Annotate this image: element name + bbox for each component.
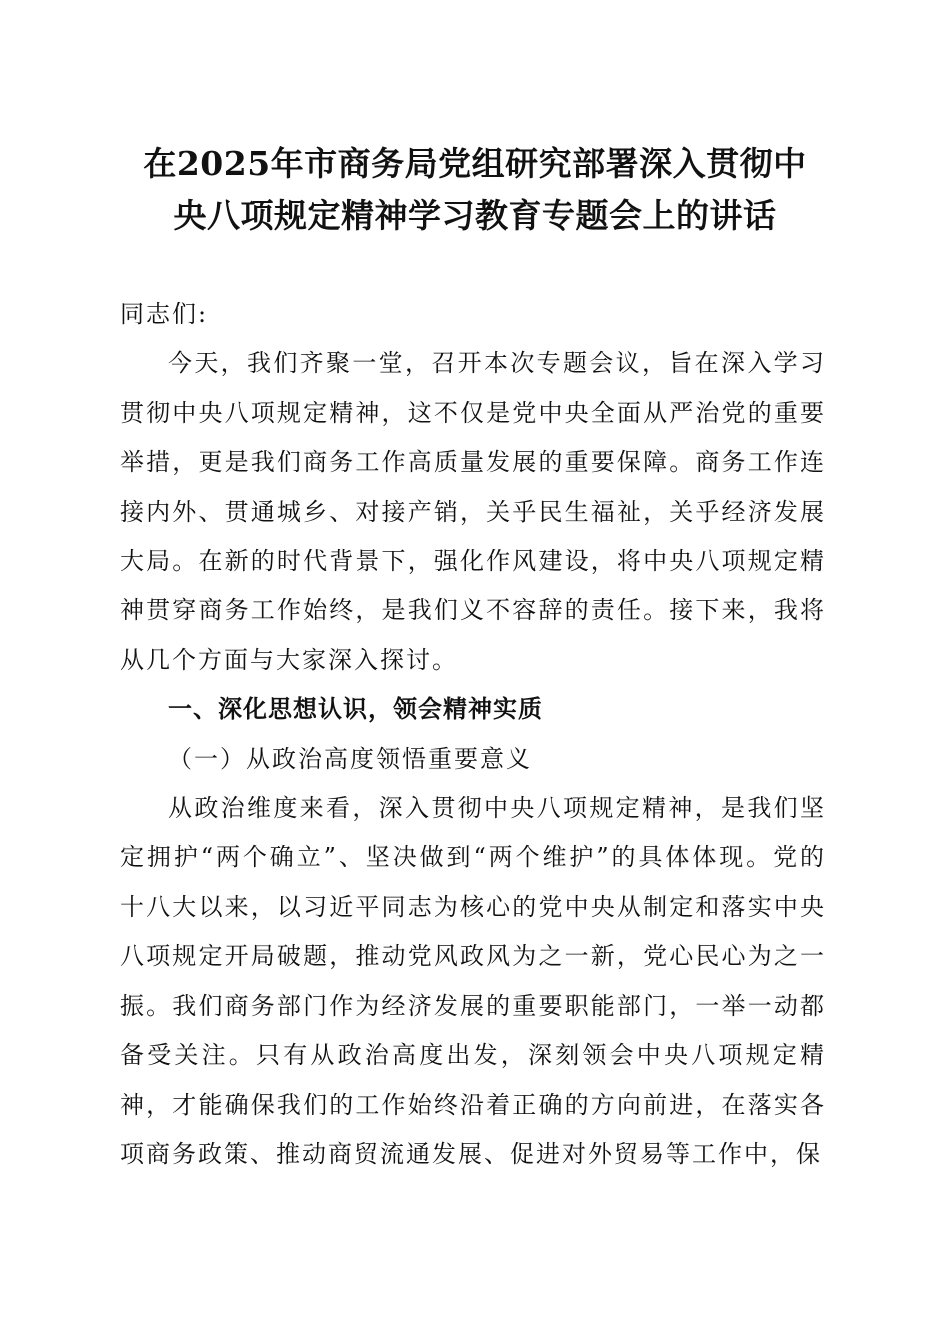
subsection-heading-1: （一）从政治高度领悟重要意义 (168, 744, 532, 773)
document-title (100, 138, 850, 242)
intro-paragraph: 今天，我们齐聚一堂，召开本次专题会议，旨在深入学习贯彻中央八项规定精神，这不仅是党中央全面从严治党的重要举措，更是我们商务工作高质量发展的重要保障。商务工作连接内外、贯通城乡、对接产销，关乎民生福祉，关乎经济发展大局。在新的时代背景下，强化作风建设，将中央八项规定精神贯穿商务工作始终，是我们义不容辞的责任。接下来，我将从几个方面与大家深入探讨。 (120, 349, 826, 674)
salutation: 同志们: (120, 300, 209, 328)
title-line-2: 央八项规定精神学习教育专题会上的讲话 (173, 196, 777, 235)
section-heading-1: 一、深化思想认识，领会精神实质 (168, 695, 543, 724)
document-body (120, 290, 826, 1179)
subsection-paragraph-1: 从政治维度来看，深入贯彻中央八项规定精神，是我们坚定拥护“两个确立”、坚决做到“两个维护”的具体体现。党的十八大以来，以习近平同志为核心的党中央从制定和落实中央八项规定开局破题，推动党风政风为之一新，党心民心为之一振。我们商务部门作为经济发展的重要职能部门，一举一动都备受关注。只有从政治高度出发，深刻领会中央八项规定精神，才能确保我们的工作始终沿着正确的方向前进，在落实各项商务政策、推动商贸流通发展、促进对外贸易等工作中，保 (120, 794, 826, 1168)
title-line-1: 在2025年市商务局党组研究部署深入贯彻中 (143, 144, 807, 183)
